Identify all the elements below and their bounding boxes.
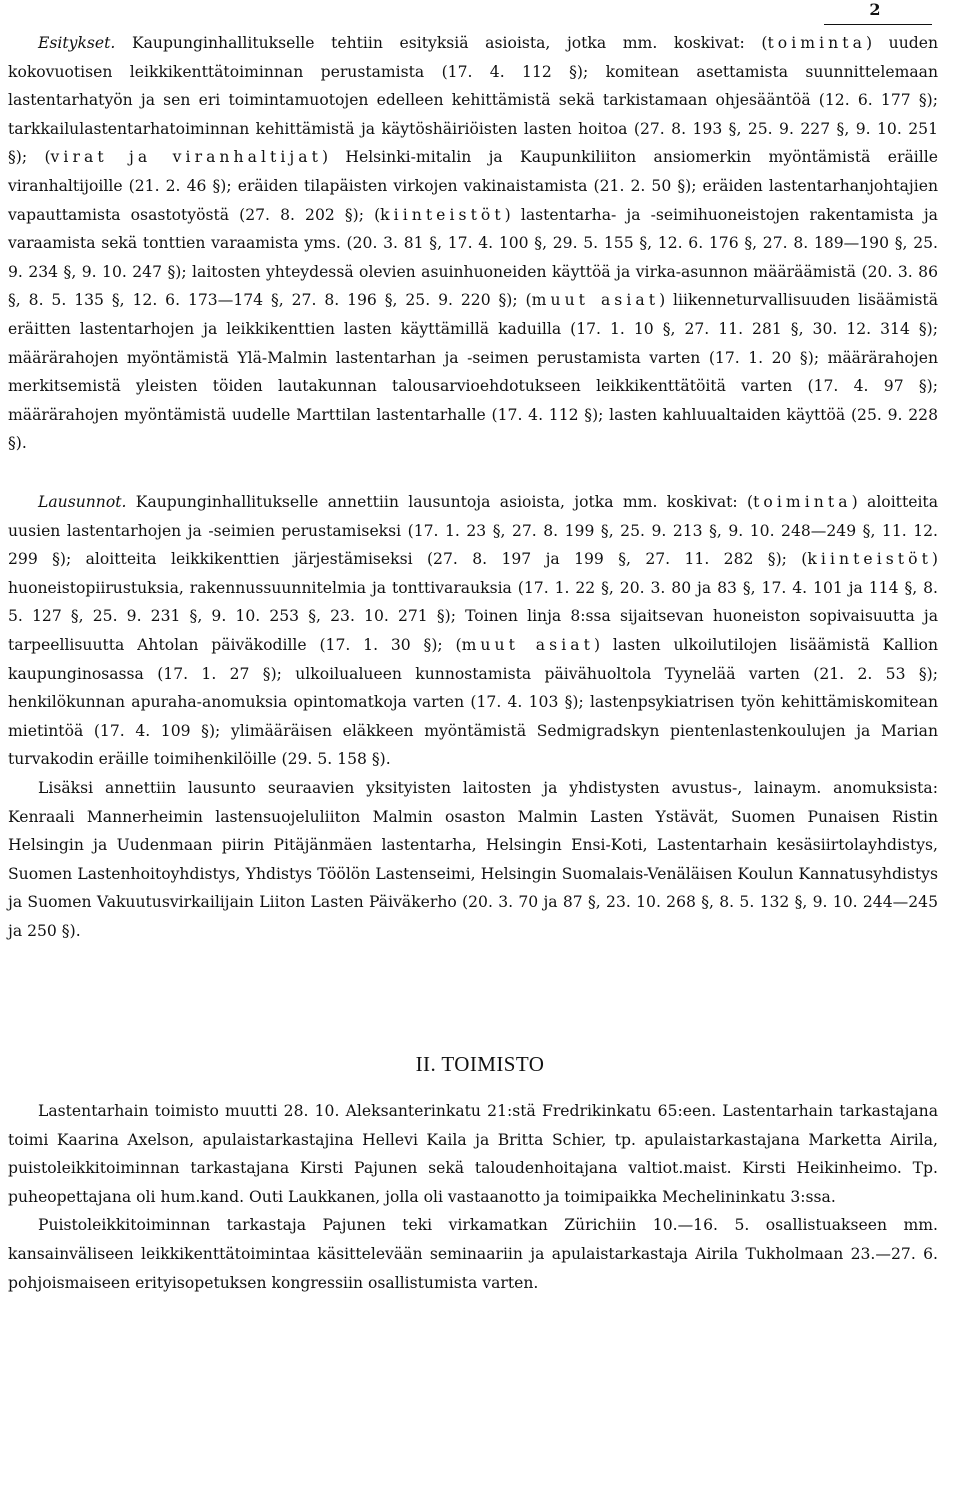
section-heading: II. TOIMISTO — [415, 1052, 545, 1076]
text-run: ) aloitteita uusien lastentarhojen ja -seimien perustamiseksi (17. 1. 23 §, 27. 8. 199 §, 25. 9. 213 §, 9. 10. 248—249 §, 11. 12. 299 §); aloitteita leikkikenttien järjestämiseksi (27. 8. 197 ja 199 §, 27. 11. 282 §); ( — [8, 493, 938, 569]
lausunnot-section — [8, 488, 938, 946]
lausunnot-lead: Lausunnot. — [38, 493, 127, 511]
esitykset-section — [8, 29, 938, 458]
page-header — [820, 0, 930, 22]
lisaksi-paragraph: Lisäksi annettiin lausunto seuraavien yksityisten laitosten ja yhdistysten avustus-, lainaym. anomuksista: Kenraali Mannerheimin lastensuojeluliiton Malmin osaston Malmin Lasten Ystävät, Suomen Punaisen Ristin Helsingin ja Uudenmaan piirin Pitäjänmäen lastentarha, Helsingin Ensi-Koti, Lastentarhain kesäsiirtolayhdistys, Suomen Lastenhoitoyhdistys, Yhdistys Töölön Lastenseimi, Helsingin Suomalais-Venäläisen Koulun Kannatusyhdistys ja Suomen Vakuutusvirkailijain Liiton Lasten Päiväkerho (20. 3. 70 ja 87 §, 23. 10. 268 §, 8. 5. 132 §, 9. 10. 244—245 ja 250 §). — [8, 778, 938, 940]
spaced-term: kiinteistöt — [380, 205, 505, 224]
spaced-term: toiminta — [767, 34, 866, 52]
text-run: ) huoneistopiirustuksia, rakennussuunnitelmia ja tonttivarauksia (17. 1. 22 §, 20. 3. 80 ja 83 §, 17. 4. 101 ja 114 §, 8. 5. 127 §, 25. 9. 231 §, 9. 10. 253 §, 23. 10. 271 §); Toinen linja 8:ssa sijaitsevan huoneiston sopivaisuutta ja tarpeellisuutta Ahtolan päiväkodille (17. 1. 30 §); ( — [8, 550, 938, 654]
header-rule — [824, 24, 932, 25]
lausunnot-paragraph — [8, 488, 938, 774]
toimisto-section — [8, 1097, 938, 1297]
page-number: 2 — [869, 0, 881, 19]
text-run: Kaupunginhallitukselle annettiin lausuntoja asioista, jotka mm. koskivat: ( — [126, 493, 754, 511]
spaced-term: muut asiat — [461, 635, 594, 654]
spaced-term: kiinteistöt — [807, 550, 932, 569]
spaced-term: muut asiat — [531, 291, 660, 310]
esitykset-paragraph — [8, 29, 938, 458]
text-run: Kaupunginhallitukselle tehtiin esityksiä asioista, jotka mm. koskivat: ( — [115, 34, 768, 52]
text-run: ) Helsinki-mitalin ja Kaupunkiliiton ansiomerkin myöntämistä eräille viranhaltijoille (21. 2. 46 §); eräiden tilapäisten virkojen vakinaistamista (21. 2. 50 §); eräiden lastentarhanjohtajien vapauttamista osastotyöstä (27. 8. 202 §); ( — [8, 148, 938, 224]
esitykset-lead: Esitykset. — [38, 34, 116, 52]
text-run: ) lasten ulkoilutilojen lisäämistä Kallion kaupunginosassa (17. 1. 27 §); ulkoilualueen kunnostamista päivähuoltola Tyynelää varten (21. 2. 53 §); henkilökunnan apuraha-anomuksia opintomatkoja varten (17. 4. 103 §); lastenpsykiatrisen työn kehittämiskomitean mietintöä (17. 4. 109 §); ylimääräisen eläkkeen myöntämistä Sedmigradskyn pientenlastenkoulujen ja Marian turvakodin eräille toimihenkilöille (29. 5. 158 §). — [8, 635, 938, 769]
text-run: ) liikenneturvallisuuden lisäämistä eräitten lastentarhojen ja leikkikenttien lasten käyttämillä kaduilla (17. 1. 10 §, 27. 11. 281 §, 30. 12. 314 §); määrärahojen myöntämistä Ylä-Malmin lastentarhan ja -seimen perustamista varten (17. 1. 20 §); määrärahojen merkitsemistä yleisten töiden lautakunnan talousarvioehdotukseen leikkikenttätöitä varten (17. 4. 97 §); määrärahojen myöntämistä uudelle Marttilan lastentarhalle (17. 4. 112 §); lasten kahluualtaiden käyttöä (25. 9. 228 §). — [8, 291, 938, 453]
toimisto-paragraph: Lastentarhain toimisto muutti 28. 10. Aleksanterinkatu 21:stä Fredrikinkatu 65:een. Lastentarhain tarkastajana toimi Kaarina Axelson, apulaistarkastajina Hellevi Kaila ja Britta Schier, tp. apulaistarkastajana Marketta Airila, puistoleikkitoiminnan tarkastajana Kirsti Pajunen sekä taloudenhoitajana valtiot.maist. Kirsti Heikinheimo. Tp. puheopettajana oli hum.kand. Outi Laukkanen, jolla oli vastaanotto ja toimipaikka Mechelininkatu 3:ssa. — [8, 1102, 938, 1206]
spaced-term: virat ja viranhaltijat — [50, 148, 322, 167]
spaced-term: toiminta — [753, 493, 852, 511]
text-run: ) uuden kokovuotisen leikkikenttätoiminnan perustamista (17. 4. 112 §); komitean asettamista suunnittelemaan lastentarhatyön ja sen eri toimintamuotojen edelleen kehittämistä sekä tarkistamaan ohjesääntöä (12. 6. 177 §); tarkkailulastentarhatoiminnan kehittämistä ja käytöshäiriöisten lasten hoitoa (27. 8. 193 §, 25. 9. 227 §, 9. 10. 251 §); ( — [8, 34, 938, 167]
text-run: ) lastentarha- ja -seimihuoneistojen rakentamista ja varaamista sekä tonttien varaamista yms. (20. 3. 81 §, 17. 4. 100 §, 29. 5. 155 §, 12. 6. 176 §, 27. 8. 189—190 §, 25. 9. 234 §, 9. 10. 247 §); laitosten yhteydessä olevien asuinhuoneiden käyttöä ja virka-asunnon määräämistä (20. 3. 86 §, 8. 5. 135 §, 12. 6. 173—174 §, 27. 8. 196 §, 25. 9. 220 §); ( — [8, 205, 938, 310]
virkamatka-paragraph: Puistoleikkitoiminnan tarkastaja Pajunen teki virkamatkan Zürichiin 10.—16. 5. osallistuakseen mm. kansainväliseen leikkikenttätoimintaa käsittelevään seminaariin ja apulaistarkastaja Airila Tukholmaan 23.—27. 6. pohjoismaiseen erityisopetuksen kongressiin osallistumista varten. — [8, 1216, 938, 1292]
